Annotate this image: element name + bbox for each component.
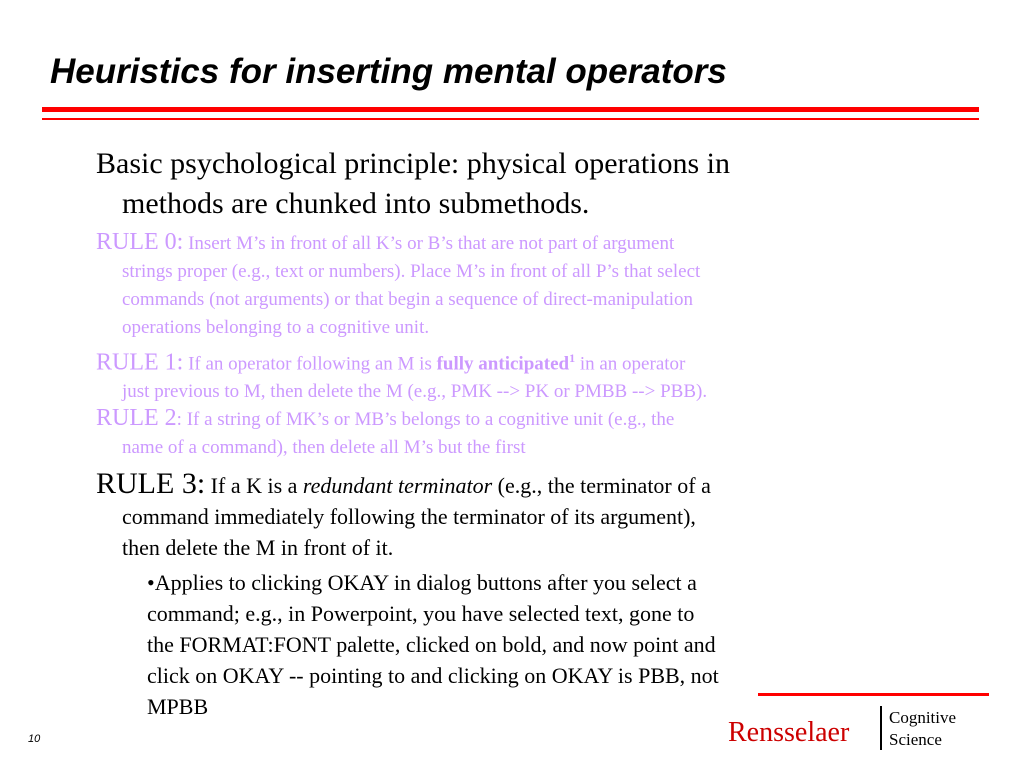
okay-bullet: [147, 567, 887, 722]
bullet-marker: •: [147, 570, 155, 595]
rule-2-line2: name of a command), then delete all M’s but the first: [122, 437, 526, 458]
rule-3: [96, 468, 916, 563]
rule-3-line2: command immediately following the terminator of its argument),: [122, 504, 696, 529]
page-number: 10: [28, 733, 41, 745]
rule-1: [96, 344, 916, 406]
logo-dept-line1: Cognitive: [889, 708, 957, 727]
rule-0-label: RULE 0:: [96, 229, 184, 255]
rule-3-text-after: (e.g., the terminator of a: [492, 473, 711, 498]
slide-title: Heuristics for inserting mental operators: [50, 52, 727, 91]
basic-principle-line2: methods are chunked into submethods.: [122, 187, 590, 220]
rule-0-line3: commands (not arguments) or that begin a sequence of direct-manipulation: [122, 289, 694, 310]
rule-1-text-after: in an operator: [575, 353, 686, 375]
rule-3-text-before: If a K is a: [205, 473, 303, 498]
rule-0: [96, 228, 916, 342]
basic-principle-line1: Basic psychological principle: physical operations in: [96, 147, 731, 180]
cognitive-science-label: [889, 707, 956, 751]
rule-3-italic-term: redundant terminator: [302, 473, 493, 498]
logo-divider: [880, 706, 882, 750]
rule-1-bold-term: fully anticipated: [436, 353, 570, 375]
rule-2: [96, 404, 916, 462]
rule-1-line2: just previous to M, then delete the M (e.g., PMK --> PK or PMBB --> PBB).: [122, 381, 708, 403]
basic-principle: [96, 144, 916, 224]
title-underline-thick: [42, 107, 979, 112]
rule-1-footnote: 1: [569, 351, 576, 365]
rule-3-line3: then delete the M in front of it.: [122, 535, 394, 560]
rule-1-label: RULE 1:: [96, 349, 184, 376]
logo-accent-line: [758, 693, 989, 696]
title-underline-thin: [42, 118, 979, 120]
rule-0-line1: Insert M’s in front of all K’s or B’s that are not part of argument: [183, 233, 675, 254]
rule-0-line4: operations belonging to a cognitive unit.: [122, 317, 430, 338]
rule-2-line1: : If a string of MK’s or MB’s belongs to a cognitive unit (e.g., the: [176, 409, 675, 430]
rule-1-text-before: If an operator following an M is: [183, 353, 437, 375]
rensselaer-logo: Rensselaer: [728, 717, 850, 748]
bullet-line5: MPBB: [147, 694, 209, 719]
bullet-line1: Applies to clicking OKAY in dialog buttons after you select a: [154, 570, 697, 595]
rule-2-label: RULE 2: [96, 405, 177, 431]
rule-3-label: RULE 3:: [96, 467, 206, 500]
bullet-line3: the FORMAT:FONT palette, clicked on bold, and now point and: [147, 632, 716, 657]
rule-0-line2: strings proper (e.g., text or numbers). Place M’s in front of all P’s that select: [122, 261, 701, 282]
bullet-line4: click on OKAY -- pointing to and clicking on OKAY is PBB, not: [147, 663, 719, 688]
logo-dept-line2: Science: [889, 730, 942, 749]
bullet-line2: command; e.g., in Powerpoint, you have selected text, gone to: [147, 601, 695, 626]
